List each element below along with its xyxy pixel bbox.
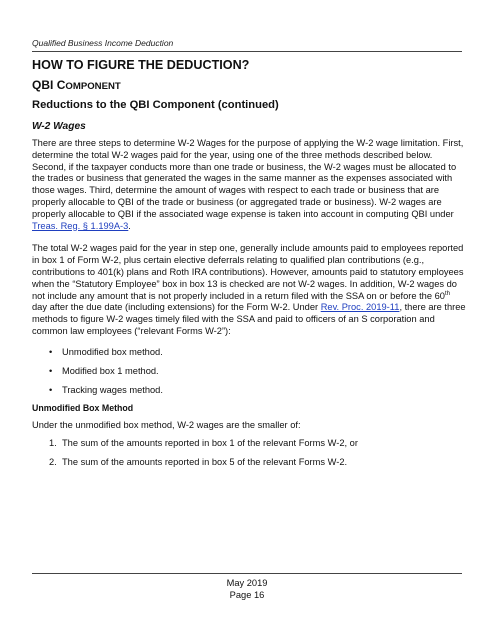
item-number: 1. bbox=[49, 437, 57, 448]
total-wages-text-a: The total W-2 wages paid for the year in step one, generally include amounts paid to employees reported in box 1 of Form W-2, plus certain elective deferrals relating to qualified plan contributions (e.g., contributions to 401(k) plans and Roth IRA contributions). However, amounts paid to statutory employees when the “Statutory Employee” box in box 13 is checked are not W-2 wages. In addition, W-2 wages do not include any amount that is not properly included in a return filed with the SSA on or before the 60 bbox=[32, 243, 464, 301]
component-heading-rest: OMPONENT bbox=[65, 81, 121, 92]
methods-list bbox=[32, 346, 466, 396]
method-label: Tracking wages method. bbox=[62, 384, 163, 395]
w2-wages-heading: W-2 Wages bbox=[32, 121, 86, 132]
list-item bbox=[49, 456, 466, 468]
component-heading-bi: BI bbox=[41, 78, 54, 92]
rule-text: The sum of the amounts reported in box 5 of the relevant Forms W-2. bbox=[62, 456, 348, 467]
ordinal-suffix: th bbox=[444, 290, 450, 297]
unmodified-rules-list bbox=[32, 437, 466, 468]
treas-reg-link[interactable]: Treas. Reg. § 1.199A-3 bbox=[32, 220, 129, 231]
w2-steps-end: . bbox=[128, 220, 131, 231]
subsection-title: Reductions to the QBI Component (continued) bbox=[32, 99, 279, 111]
total-wages-text-b: day after the due date (including extensions) for the Form W-2. Under bbox=[32, 302, 321, 313]
bullet-icon: • bbox=[49, 384, 53, 395]
unmodified-box-heading: Unmodified Box Method bbox=[32, 402, 134, 413]
method-label: Modified box 1 method. bbox=[62, 365, 159, 376]
rule-text: The sum of the amounts reported in box 1 of the relevant Forms W-2, or bbox=[62, 437, 358, 448]
list-item bbox=[49, 346, 466, 358]
item-number: 2. bbox=[49, 456, 57, 467]
section-title: HOW TO FIGURE THE DEDUCTION? bbox=[32, 58, 250, 72]
page-number: Page 16 bbox=[229, 590, 265, 600]
bullet-icon: • bbox=[49, 365, 53, 376]
header-divider bbox=[32, 51, 462, 52]
total-wages-text-c: , there are three methods to figure W-2 wages timely filed with the SSA and paid to officers of an S corporation and common law employees (“relevant Forms W-2”): bbox=[32, 302, 466, 336]
component-heading-q: Q bbox=[32, 78, 42, 92]
component-heading bbox=[32, 77, 466, 95]
page-footer bbox=[0, 577, 494, 601]
footer-date: May 2019 bbox=[226, 578, 268, 588]
footer-divider bbox=[32, 573, 462, 574]
rev-proc-link[interactable]: Rev. Proc. 2019-11 bbox=[320, 302, 400, 313]
page-content bbox=[32, 55, 466, 475]
component-heading-c: C bbox=[56, 78, 66, 92]
list-item bbox=[49, 365, 466, 377]
w2-steps-paragraph bbox=[32, 138, 466, 232]
unmodified-box-intro: Under the unmodified box method, W-2 wages are the smaller of: bbox=[32, 419, 301, 430]
bullet-icon: • bbox=[49, 346, 53, 357]
w2-steps-text: There are three steps to determine W-2 Wages for the purpose of applying the W-2 wage limitation. First, determine the total W-2 wages paid for the year, using one of the three methods described below. Second, if the taxpayer conducts more than one trade or business, the W-2 wages must be allocated to the trades or business that generated the wages in the same manner as the expenses associated with those wages. Third, determine the amount of wages with respect to each trade or business that are properly allocable to QBI of the trade or business (or aggregated trade or business). W-2 wages are properly allocable to QBI if the associated wage expense is taken into account in computing QBI under bbox=[32, 138, 464, 219]
method-label: Unmodified box method. bbox=[62, 346, 163, 357]
list-item bbox=[49, 437, 466, 449]
list-item bbox=[49, 384, 466, 396]
running-header: Qualified Business Income Deduction bbox=[32, 38, 174, 48]
total-wages-paragraph bbox=[32, 243, 466, 337]
